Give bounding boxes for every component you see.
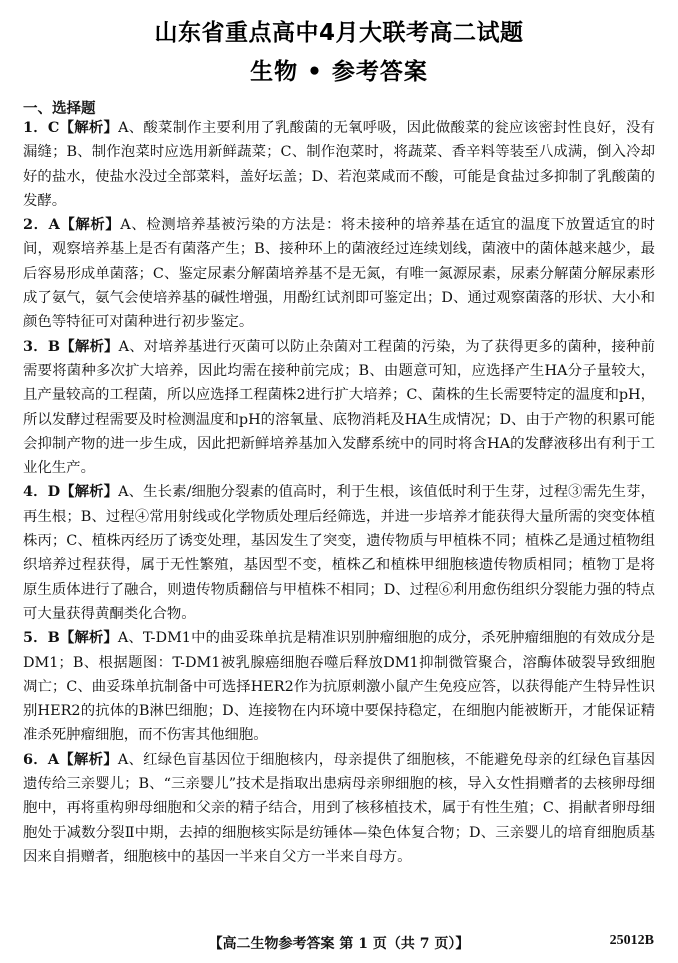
question-item-4: [23, 480, 655, 626]
analysis-text: A、红绿色盲基因位于细胞核内，母亲提供了细胞核，不能避免母亲的红绿色盲基因遗传给三亲婴儿；B、“三亲婴儿”技术是指取出患病母亲卵细胞的核，导入女性捐赠者的去核卵母细胞中，再将重构卵母细胞和父亲的精子结合，用到了核移植技术，属于有性生殖；C、捐献者卵母细胞处于减数分裂Ⅱ中期，去掉的细胞核实际是纺锤体—染色体复合物；D、三亲婴儿的培育细胞质基因来自捐赠者，细胞核中的基因一半来自父方一半来自母方。: [23, 751, 655, 865]
analysis-tag: 【解析】: [60, 337, 119, 355]
question-answer: C: [47, 119, 60, 136]
analysis-tag: 【解析】: [59, 216, 121, 234]
footer-code: 25012B: [609, 933, 654, 948]
analysis-tag: 【解析】: [60, 483, 119, 501]
section-heading: 一、选择题: [23, 101, 96, 117]
document-title: 山东省重点高中4月大联考高二试题: [154, 20, 524, 46]
analysis-text: A、酸菜制作主要利用了乳酸菌的无氧呼吸，因此做酸菜的瓮应该密封性良好，没有漏缝；B、制作泡菜时应选用新鲜蔬菜；C、制作泡菜时，将蔬菜、香辛料等装至八成满，倒入冷却好的盐水，使盐水没过全部菜料，盖好坛盖；D、若泡菜咸而不酸，可能是食盐过多抑制了乳酸菌的发酵。: [23, 120, 655, 209]
document-subtitle: 生物 • 参考答案: [250, 59, 428, 85]
question-number: 2．: [23, 216, 49, 234]
analysis-text: A、T-DM1中的曲妥珠单抗是精准识别肿瘤细胞的成分，杀死肿瘤细胞的有效成分是DM1；B、根据题图：T-DM1被乳腺癌细胞吞噬后释放DM1抑制微管聚合，溶酶体破裂导致细胞凋亡；C、曲妥珠单抗制备中可选择HER2作为抗原刺激小鼠产生免疫应答，以获得能产生特异性识别HER2的抗体的B淋巴细胞；D、连接物在内环境中要保持稳定，在细胞内能被断开，才能保证精准杀死肿瘤细胞，而不伤害其他细胞。: [23, 630, 655, 744]
analysis-tag: 【解析】: [59, 119, 119, 136]
analysis-text: A、检测培养基被污染的方法是：将未接种的培养基在适宜的温度下放置适宜的时间，观察培养基上是否有菌落产生；B、接种环上的菌液经过连续划线，菌液中的菌体越来越少，最后容易形成单菌落；C、鉴定尿素分解菌培养基不是无氮，有唯一氮源尿素，尿素分解菌分解尿素形成了氨气，氨气会使培养基的碱性增强，用酚红试剂即可鉴定出；D、通过观察菌落的形状、大小和颜色等特征可对菌种进行初步鉴定。: [23, 217, 655, 331]
question-answer: A: [48, 216, 60, 234]
question-item-5: [23, 626, 655, 747]
analysis-tag: 【解析】: [59, 750, 118, 768]
question-number: 6．: [23, 750, 48, 768]
footer-page-info: 【高二生物参考答案 第 1 页（共 7 页）】: [208, 936, 470, 952]
question-number: 5．: [23, 629, 48, 647]
question-item-1: [23, 116, 655, 213]
answer-list: [23, 116, 655, 869]
analysis-text: A、对培养基进行灭菌可以防止杂菌对工程菌的污染，为了获得更多的菌种，接种前需要将菌种多次扩大培养，因此均需在接种前完成；B、由题意可知，应选择产生HA分子量较大，且产量较高的工程菌，所以应选择工程菌株2进行扩大培养；C、菌株的生长需要特定的温度和pH，所以发酵过程需要及时检测温度和pH的溶氧量、底物消耗及HA生成情况；D、由于产物的积累可能会抑制产物的进一步生成，因此把新鲜培养基加入发酵系统中的同时将含HA的发酵液移出有利于工业化生产。: [23, 338, 655, 477]
question-answer: B: [47, 629, 60, 647]
question-item-3: [23, 335, 655, 481]
question-answer: A: [47, 750, 60, 768]
question-number: 4．: [23, 483, 48, 501]
question-number: 3．: [23, 337, 48, 355]
question-number: 1．: [23, 119, 48, 136]
question-answer: D: [47, 483, 61, 501]
analysis-tag: 【解析】: [59, 629, 118, 647]
question-item-6: [23, 748, 655, 869]
question-item-2: [23, 213, 655, 334]
question-answer: B: [47, 337, 61, 355]
analysis-text: A、生长素/细胞分裂素的值高时，利于生根，该值低时利于生芽，过程③需先生芽，再生根；B、过程④常用射线或化学物质处理后经筛选，并进一步培养才能获得大量所需的突变体植株丙；C、植株丙经历了诱变处理，基因发生了突变，遗传物质与甲植株不同；植株乙是通过植物组织培养过程获得，属于无性繁殖，基因型不变，植株乙和植株甲细胞核遗传物质相同；植物丁是将原生质体进行了融合，则遗传物质翻倍与甲植株不相同；D、过程⑥利用愈伤组织分裂能力强的特点可大量获得黄酮类化合物。: [23, 484, 655, 622]
